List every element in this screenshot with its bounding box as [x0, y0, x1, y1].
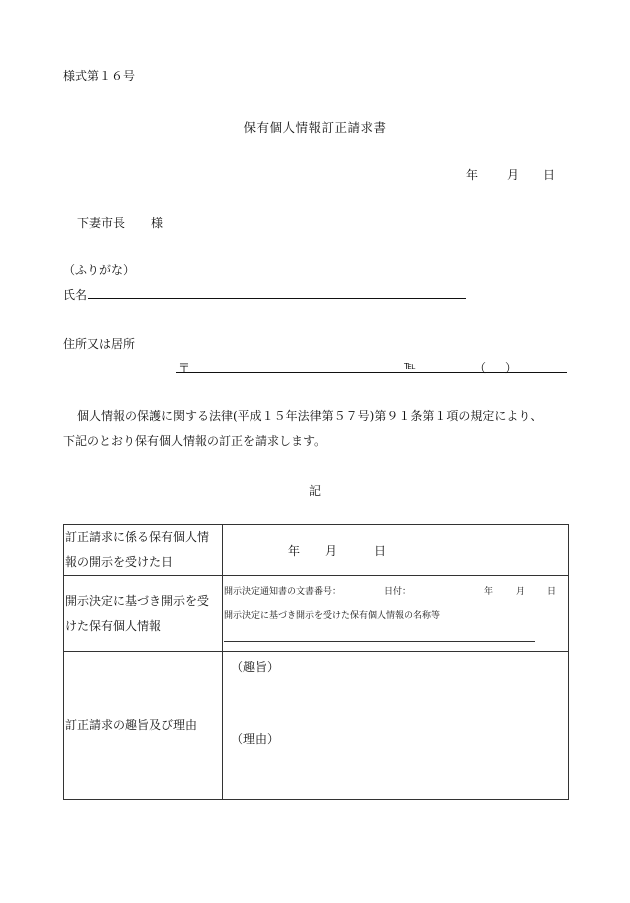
request-statement-line1: 個人情報の保護に関する法律(平成１５年法律第５７号)第９１条第１項の規定により、 — [77, 409, 543, 423]
purpose-reason-label: 訂正請求の趣旨及び理由 — [64, 652, 223, 800]
addressee-name: 下妻市長 — [77, 216, 126, 230]
name-field-line[interactable] — [88, 298, 466, 299]
tel-paren-close: ） — [505, 361, 518, 375]
addressee-suffix: 様 — [151, 216, 164, 230]
disclosure-date-label-line1: 訂正請求に係る保有個人情 — [65, 530, 210, 544]
notice-date-month: 月 — [516, 587, 526, 597]
request-date-month: 月 — [507, 168, 520, 182]
table-row — [64, 652, 569, 800]
notice-date-day: 日 — [547, 587, 557, 597]
disclosure-date-year: 年 — [288, 544, 301, 558]
table-row — [64, 525, 569, 576]
disclosure-date-label — [64, 525, 223, 576]
disclosed-info-label — [64, 576, 223, 652]
disclosed-info-name-line — [224, 641, 535, 642]
notice-date-label: 日付： — [384, 587, 412, 597]
postal-mark-icon: 〒 — [178, 361, 191, 375]
telephone-icon: ℡ — [404, 359, 416, 372]
name-label: 氏名 — [63, 288, 88, 302]
furigana-label: （ふりがな） — [63, 263, 136, 277]
disclosure-date-month: 月 — [325, 544, 338, 558]
table-row — [64, 576, 569, 652]
disclosed-info-field[interactable] — [223, 576, 569, 652]
purpose-label: （趣旨） — [231, 660, 280, 674]
disclosure-date-field[interactable] — [223, 525, 569, 576]
disclosed-info-label-line2: けた保有個人情報 — [65, 618, 162, 633]
disclosed-info-label-line1: 開示決定に基づき開示を受 — [65, 593, 210, 608]
notice-date-year: 年 — [484, 587, 494, 597]
page-title: 保有個人情報訂正請求書 — [243, 120, 387, 135]
disclosure-date-label-line2: 報の開示を受けた日 — [65, 555, 174, 569]
ki-heading: 記 — [308, 484, 321, 498]
form-number: 様式第１６号 — [63, 69, 136, 83]
address-label: 住所又は居所 — [63, 337, 136, 351]
address-field-line[interactable] — [176, 372, 567, 373]
disclosed-info-name-label: 開示決定に基づき開示を受けた保有個人情報の名称等 — [224, 611, 441, 621]
reason-label: （理由） — [231, 732, 280, 746]
tel-paren-open: （ — [474, 361, 487, 375]
request-statement-line2: 下記のとおり保有個人情報の訂正を請求します。 — [63, 434, 327, 448]
request-details-table — [63, 524, 569, 800]
purpose-reason-field[interactable] — [223, 652, 569, 800]
disclosure-date-day: 日 — [374, 544, 387, 558]
request-date-day: 日 — [543, 168, 556, 182]
notice-doc-number-label: 開示決定通知書の文書番号： — [224, 587, 342, 597]
request-date-year: 年 — [466, 168, 479, 182]
